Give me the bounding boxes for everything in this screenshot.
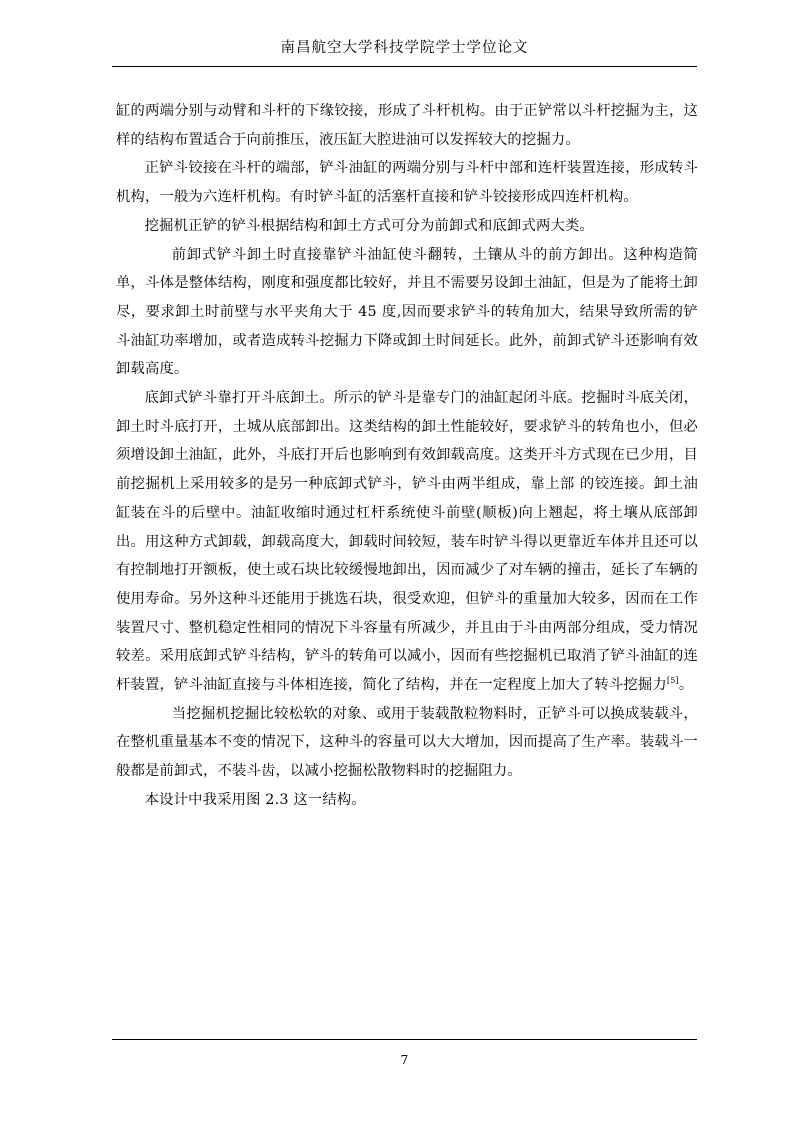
running-header: 南昌航空大学科技学院学士学位论文: [280, 40, 529, 56]
paragraph-bucket-types: 挖掘机正铲的铲斗根据结构和卸土方式可分为前卸式和底卸式两大类。: [144, 217, 594, 234]
footer-rule: [112, 1039, 697, 1040]
citation-period: 。: [678, 677, 694, 694]
page-number: 7: [400, 1053, 409, 1067]
paragraph-continuation: 缸的两端分别与动臂和斗杆的下缘铰接，形成了斗杆机构。由于正铲常以斗杆挖掘为主，这样的结构布置适合于向前推压，液压缸大腔进油可以发挥较大的挖掘力。: [116, 103, 698, 148]
paragraph-loading-bucket: 当挖掘机挖掘比较松软的对象、或用于装载散粒物料时，正铲斗可以换成装载斗，在整机重量基本不变的情况下，这种斗的容量可以大大增加，因而提高了生产率。装载斗一般都是前卸式，不装斗齿，以减小挖掘松散物料时的挖掘阻力。: [116, 705, 698, 780]
paragraph-design-choice: 本设计中我采用图 2.3 这一结构。: [144, 791, 366, 808]
paragraph-bottom-dump: [116, 384, 698, 700]
body-text: [116, 97, 698, 815]
paragraph-front-shovel-hinge: 正铲斗铰接在斗杆的端部，铲斗油缸的两端分别与斗杆中部和连杆装置连接，形成转斗机构，一般为六连杆机构。有时铲斗缸的活塞杆直接和铲斗铰接形成四连杆机构。: [116, 160, 698, 206]
header-rule: [112, 66, 697, 67]
bottom-dump-text: 底卸式铲斗靠打开斗底卸土。所示的铲斗是靠专门的油缸起闭斗底。挖掘时斗底关闭，卸土时斗底打开，土城从底部卸出。这类结构的卸土性能较好，要求铲斗的转角也小，但必须增设卸土油缸，此外，斗底打开后也影响到有效卸载高度。这类开斗方式现在已少用，目前挖掘机上采用较多的是另一种底卸式铲斗，铲斗由两半组成，靠上部 的铰连接。卸土油缸装在斗的后壁中。油缸收缩时通过杠杆系统使斗前壁(顺板)向上翘起，将土壤从底部卸出。用这种方式卸载，卸载高度大，卸载时间较短，装车时铲斗得以更靠近车体并且还可以有控制地打开额板，使土或石块比较缓慢地卸出，因而减少了对车辆的撞击，延长了车辆的使用寿命。另外这种斗还能用于挑选石块，很受欢迎，但铲斗的重量加大较多，因而在工作装置尺寸、整机稳定性相同的情况下斗容量有所减少，并且由于斗由两部分组成，受力情况较差。采用底卸式铲斗结构，铲斗的转角可以减小，因而有些挖掘机已取消了铲斗油缸的连杆装置，铲斗油缸直接与斗体相连接，简化了结构，并在一定程度上加大了转斗挖掘力: [116, 390, 698, 694]
paragraph-front-dump: 前卸式铲斗卸土时直接靠铲斗油缸使斗翻转，土镶从斗的前方卸出。这种构造简单，斗体是整体结构，刚度和强度都比较好，并且不需要另设卸土油缸，但是为了能将土卸尽，要求卸土时前壁与水平夹角大于 45 度,因而要求铲斗的转角加大，结果导致所需的铲斗油缸功率增加，或者造成转斗挖掘力下降或卸土时间延长。此外，前卸式铲斗还影响有效卸载高度。: [116, 246, 698, 378]
citation-ref[interactable]: [5]: [666, 676, 679, 686]
